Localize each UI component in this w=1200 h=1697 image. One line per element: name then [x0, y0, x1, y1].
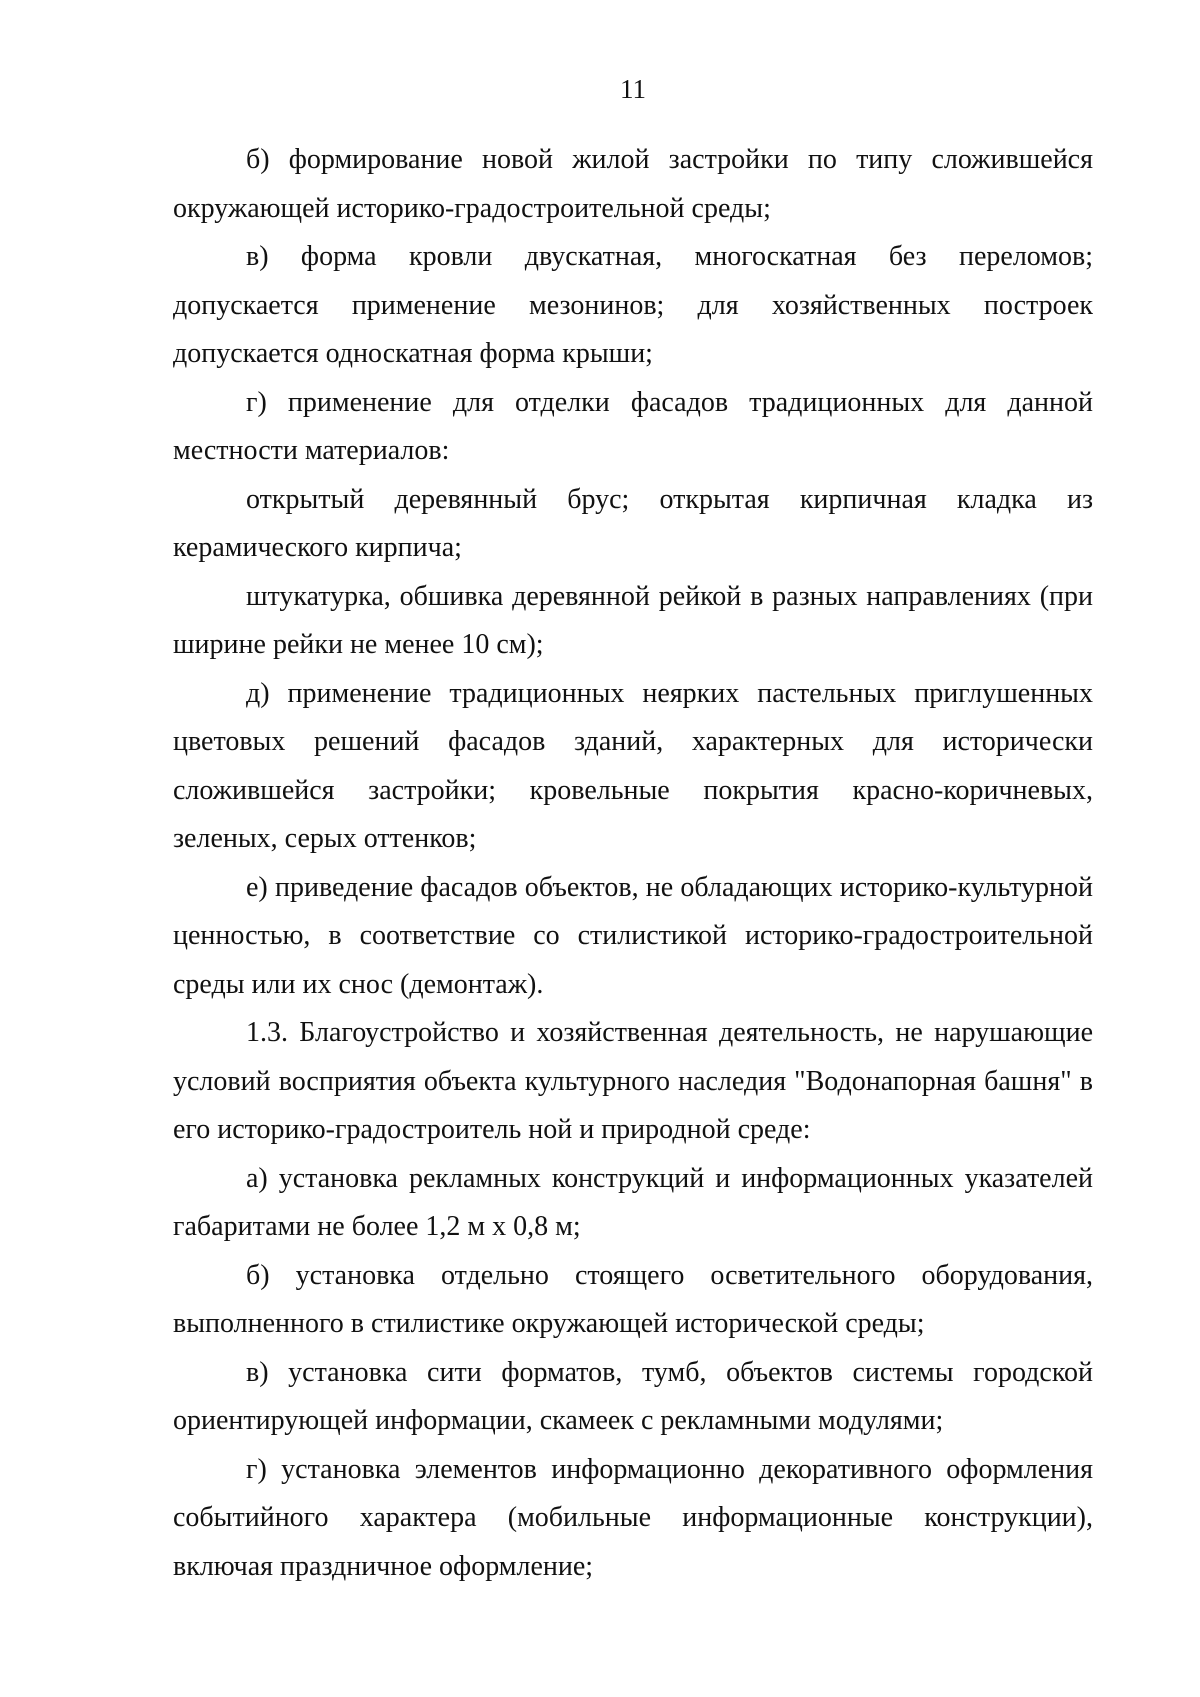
- paragraph: б) формирование новой жилой застройки по типу сложившейся окружающей историко-градостроительной среды;: [173, 144, 1093, 224]
- paragraph: г) установка элементов информационно декоративного оформления событийного характера (мобильные информационные конструкции), включая праздничное оформление;: [173, 1453, 1093, 1582]
- paragraph: в) установка сити форматов, тумб, объектов системы городской ориентирующей информации, скамеек с рекламными модулями;: [173, 1356, 1093, 1436]
- paragraph: открытый деревянный брус; открытая кирпичная кладка из керамического кирпича;: [173, 483, 1093, 563]
- paragraph: б) установка отдельно стоящего осветительного оборудования, выполненного в стилистике окружающей исторической среды;: [173, 1259, 1093, 1339]
- paragraph: в) форма кровли двускатная, многоскатная без переломов; допускается применение мезонинов; для хозяйственных построек допускается односкатная форма крыши;: [173, 241, 1093, 369]
- paragraph: 1.3. Благоустройство и хозяйственная деятельность, не нарушающие условий восприятия объекта культурного наследия "Водонапорная башня" в его историко-градостроитель ной и природной среде:: [173, 1017, 1093, 1145]
- paragraph: е) приведение фасадов объектов, не обладающих историко-культурной ценностью, в соответствие со стилистикой историко-градостроительной среды или их снос (демонтаж).: [173, 871, 1093, 1000]
- paragraph: штукатурка, обшивка деревянной рейкой в разных направлениях (при ширине рейки не менее 10 см);: [173, 580, 1093, 660]
- paragraph: д) применение традиционных неярких пастельных приглушенных цветовых решений фасадов зданий, характерных для исторически сложившейся застройки; кровельные покрытия красно-коричневых, зеленых, серых оттенков;: [173, 677, 1093, 854]
- page-number: 11: [620, 74, 646, 104]
- document-body: [173, 136, 1093, 1591]
- paragraph: г) применение для отделки фасадов традиционных для данной местности материалов:: [173, 386, 1093, 466]
- paragraph: а) установка рекламных конструкций и информационных указателей габаритами не более 1,2 м х 0,8 м;: [173, 1162, 1093, 1242]
